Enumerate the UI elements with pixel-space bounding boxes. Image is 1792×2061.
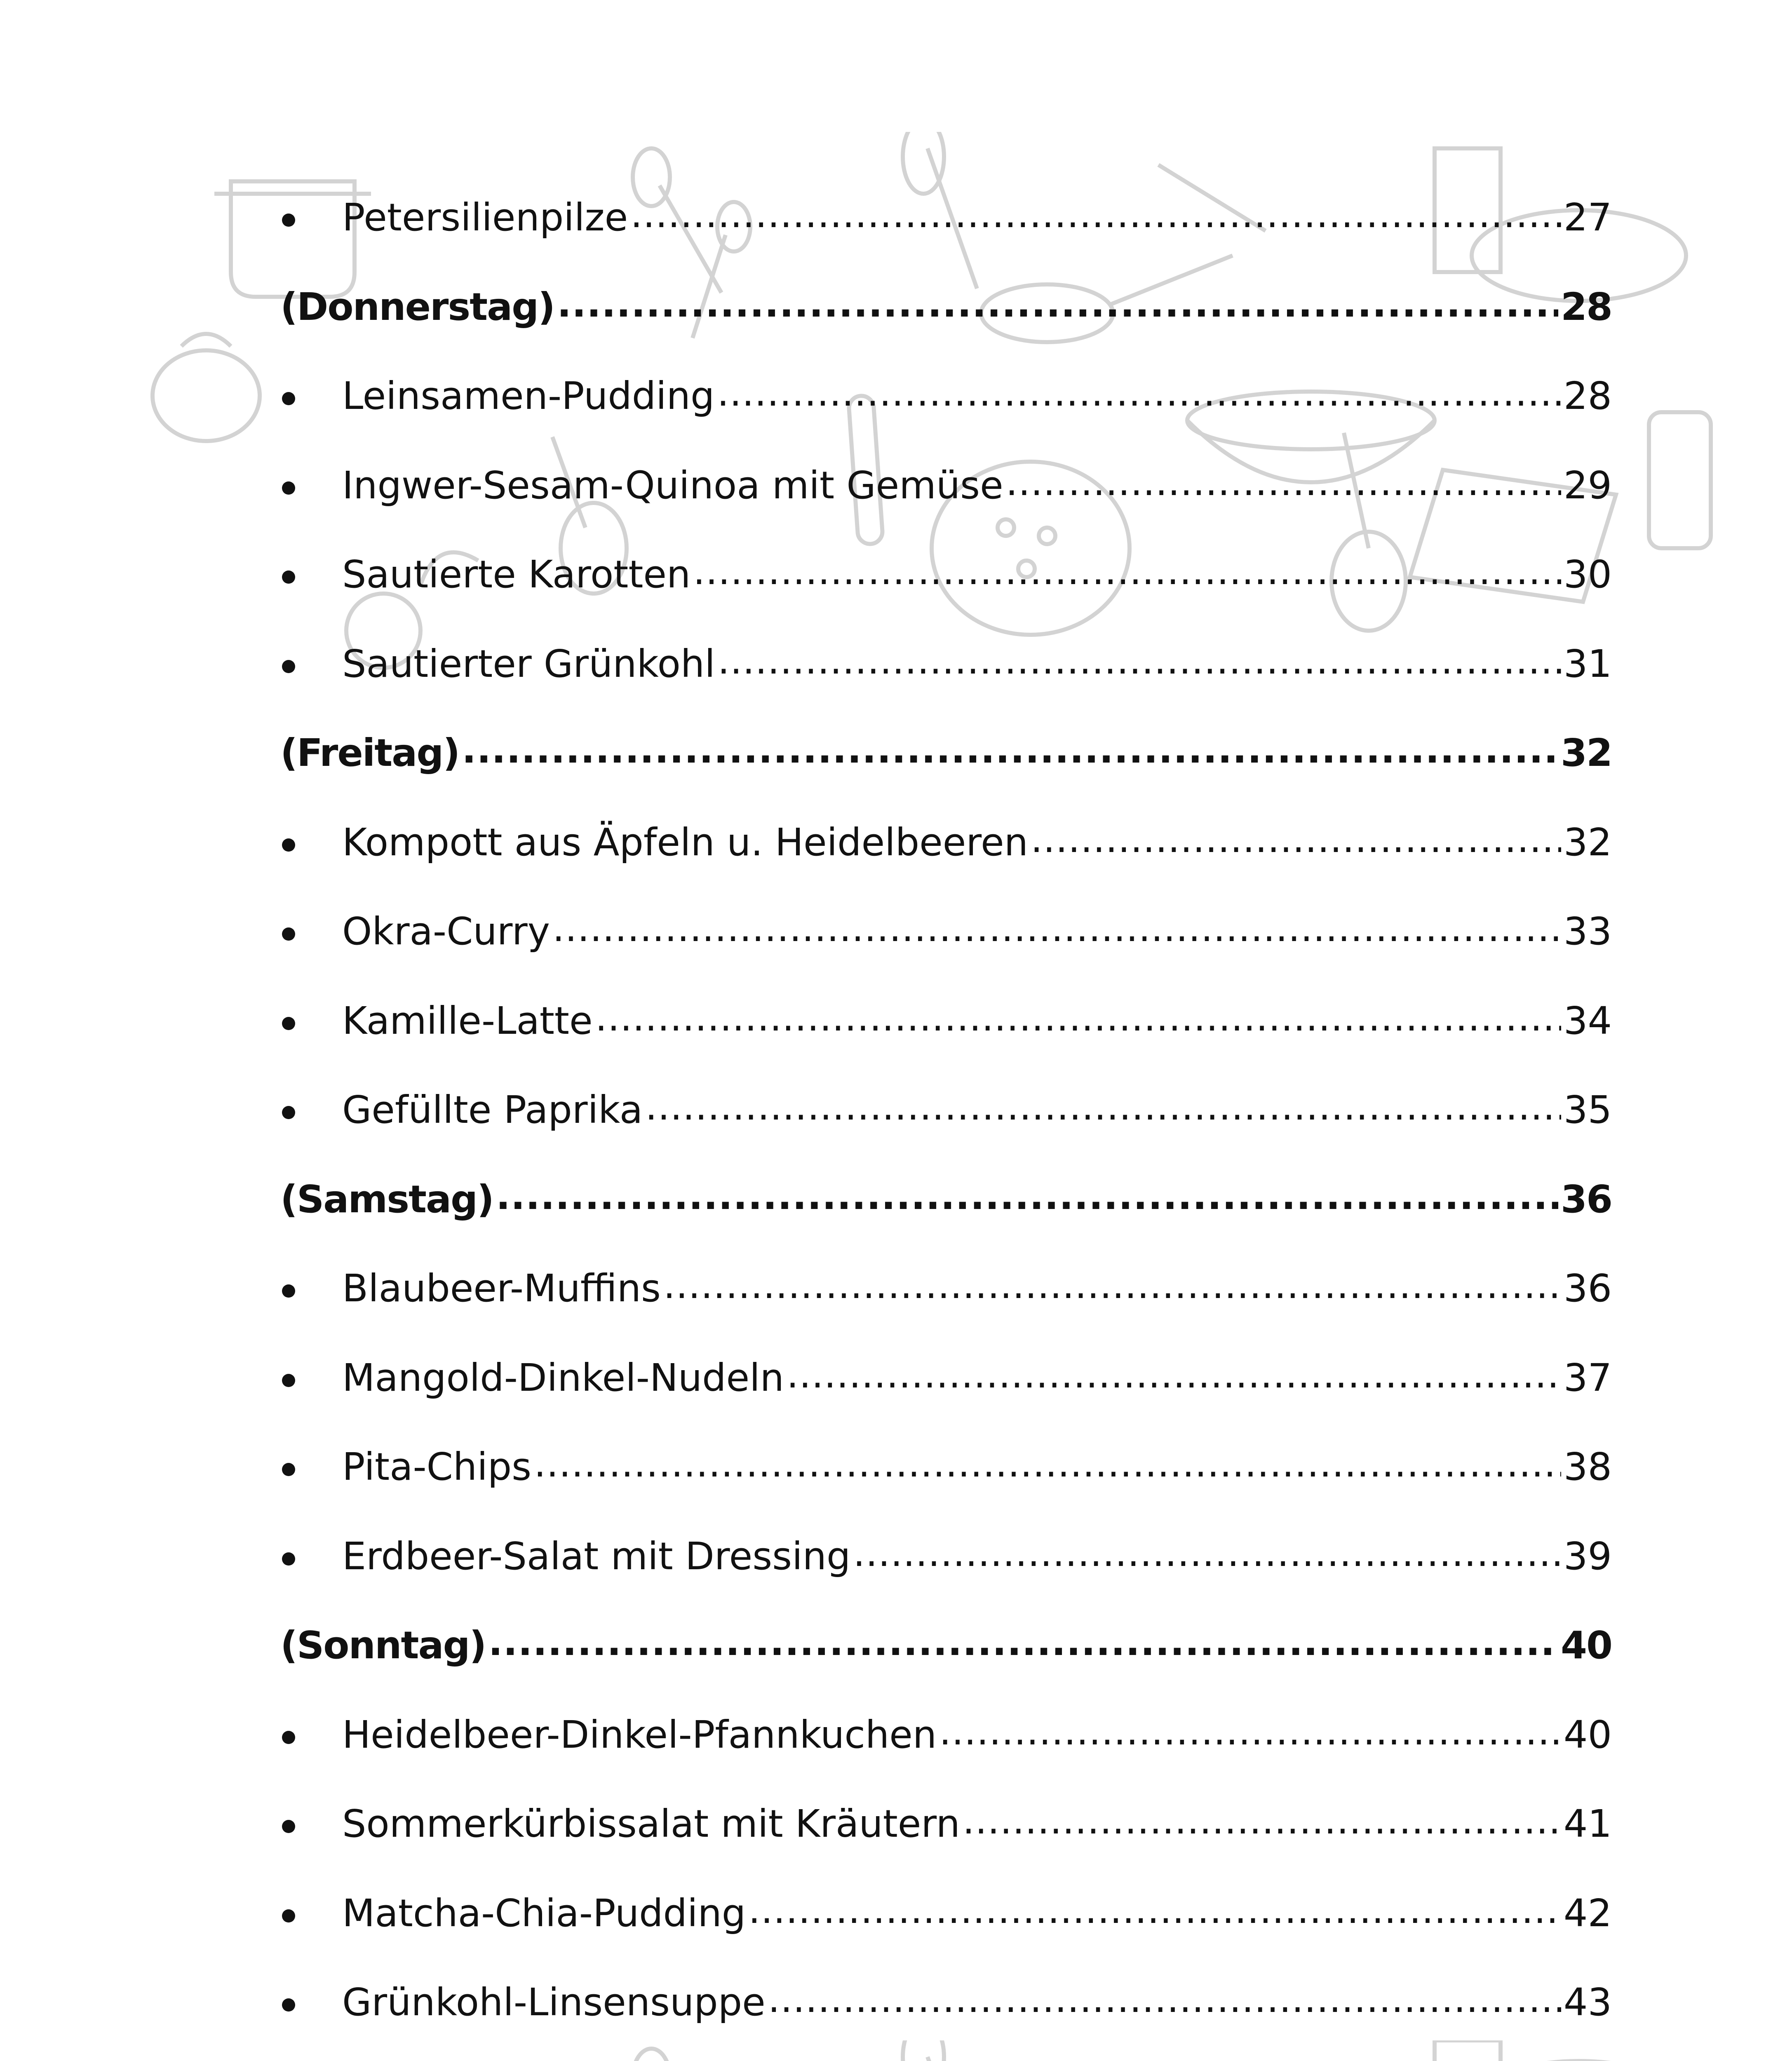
toc-entry-title: Okra-Curry <box>342 909 550 954</box>
dot-leader <box>645 1091 1561 1129</box>
bullet-icon <box>280 1958 342 2047</box>
toc-entry-title: Erdbeer-Salat mit Dressing <box>342 1534 851 1578</box>
dot-leader <box>963 1805 1561 1843</box>
toc-page-number: 37 <box>1563 1355 1612 1400</box>
toc-page-number: 32 <box>1560 731 1612 775</box>
toc-entry-title: Sautierter Grünkohl <box>342 641 715 686</box>
toc-page-number: 32 <box>1563 820 1612 864</box>
dot-leader <box>718 645 1561 683</box>
toc-page-number: 31 <box>1563 641 1612 686</box>
toc-entry-title: Grünkohl-Linsensuppe <box>342 1980 766 2025</box>
dot-leader <box>552 913 1561 951</box>
toc-entry[interactable] <box>280 1333 1612 1423</box>
toc-entry[interactable] <box>280 1066 1612 1155</box>
toc-section-heading[interactable] <box>280 709 1612 798</box>
table-of-contents <box>280 173 1612 2061</box>
dot-leader <box>496 1181 1558 1218</box>
bullet-icon <box>280 1512 342 1601</box>
toc-entry[interactable] <box>280 1690 1612 1780</box>
dot-leader <box>630 199 1561 237</box>
toc-entry[interactable] <box>280 1423 1612 1512</box>
toc-page-number: 36 <box>1560 1177 1612 1221</box>
toc-entry[interactable] <box>280 441 1612 531</box>
dot-leader <box>787 1359 1561 1397</box>
toc-entry-title: (Donnerstag) <box>280 284 555 329</box>
dot-leader <box>717 377 1561 415</box>
toc-section-heading[interactable] <box>280 1601 1612 1690</box>
dot-leader <box>748 1894 1561 1932</box>
dot-leader <box>1006 467 1561 505</box>
toc-entry[interactable] <box>280 173 1612 263</box>
toc-page-number: 28 <box>1563 374 1612 418</box>
bullet-icon <box>280 530 342 620</box>
toc-entry[interactable] <box>280 977 1612 1066</box>
toc-entry-title: Kamille-Latte <box>342 998 593 1043</box>
bullet-icon <box>280 352 342 441</box>
toc-page-number: 40 <box>1563 1712 1612 1757</box>
dot-leader <box>663 1270 1561 1307</box>
toc-section-heading[interactable] <box>280 1155 1612 1244</box>
toc-entry-title: Ingwer-Sesam-Quinoa mit Gemüse <box>342 463 1003 507</box>
toc-page-number: 38 <box>1563 1445 1612 1489</box>
bullet-icon <box>280 1690 342 1780</box>
toc-entry[interactable] <box>280 1779 1612 1869</box>
dot-leader <box>534 1448 1561 1486</box>
toc-entry-title: Matcha-Chia-Pudding <box>342 1891 746 1935</box>
dot-leader <box>853 1538 1561 1575</box>
bullet-icon <box>280 1869 342 1958</box>
toc-entry[interactable] <box>280 798 1612 887</box>
bullet-icon <box>280 441 342 531</box>
dot-leader <box>939 1716 1561 1754</box>
bullet-icon <box>280 887 342 977</box>
toc-page-number: 34 <box>1563 998 1612 1043</box>
toc-page-number: 27 <box>1563 195 1612 240</box>
toc-entry-title: Petersilienpilze <box>342 195 628 240</box>
dot-leader <box>595 1002 1561 1040</box>
toc-entry[interactable] <box>280 1244 1612 1333</box>
toc-page-number: 39 <box>1563 1534 1612 1578</box>
toc-entry-title: (Sonntag) <box>280 1623 486 1668</box>
bullet-icon <box>280 798 342 887</box>
toc-section-heading[interactable] <box>280 2047 1612 2061</box>
toc-entry[interactable] <box>280 352 1612 441</box>
toc-page-number: 42 <box>1563 1891 1612 1935</box>
bullet-icon <box>280 977 342 1066</box>
toc-entry-title: Sommerkürbissalat mit Kräutern <box>342 1802 960 1846</box>
toc-section-heading[interactable] <box>280 263 1612 352</box>
toc-page-number: 28 <box>1560 284 1612 329</box>
bullet-icon <box>280 173 342 263</box>
toc-entry[interactable] <box>280 530 1612 620</box>
toc-page-number: 29 <box>1563 463 1612 507</box>
toc-page-number: 40 <box>1560 1623 1612 1668</box>
toc-entry-title: Mangold-Dinkel-Nudeln <box>342 1355 784 1400</box>
toc-entry-title: Blaubeer-Muffins <box>342 1266 661 1311</box>
bullet-icon <box>280 1066 342 1155</box>
toc-page-number: 36 <box>1563 1266 1612 1311</box>
toc-entry-title: Sautierte Karotten <box>342 552 691 597</box>
toc-page-number: 30 <box>1563 552 1612 597</box>
toc-entry-title: Pita-Chips <box>342 1445 532 1489</box>
bullet-icon <box>280 1423 342 1512</box>
dot-leader <box>557 288 1558 326</box>
toc-entry-title: Heidelbeer-Dinkel-Pfannkuchen <box>342 1712 937 1757</box>
dot-leader <box>1031 824 1561 861</box>
dot-leader <box>693 556 1561 594</box>
toc-entry[interactable] <box>280 1869 1612 1958</box>
toc-entry-title: Leinsamen-Pudding <box>342 374 715 418</box>
bullet-icon <box>280 1333 342 1423</box>
bullet-icon <box>280 1244 342 1333</box>
toc-entry[interactable] <box>280 887 1612 977</box>
toc-entry-title: (Freitag) <box>280 731 460 775</box>
toc-page-number: 35 <box>1563 1088 1612 1132</box>
toc-entry-title: Gefüllte Paprika <box>342 1088 643 1132</box>
toc-page-number: 41 <box>1563 1802 1612 1846</box>
bullet-icon <box>280 1779 342 1869</box>
bullet-icon <box>280 620 342 709</box>
toc-entry-title: Kompott aus Äpfeln u. Heidelbeeren <box>342 820 1029 864</box>
toc-entry[interactable] <box>280 1512 1612 1601</box>
toc-entry[interactable] <box>280 1958 1612 2047</box>
toc-page-number: 43 <box>1563 1980 1612 2025</box>
dot-leader <box>488 1627 1558 1664</box>
dot-leader <box>462 734 1558 772</box>
toc-entry-title: (Samstag) <box>280 1177 493 1221</box>
toc-entry[interactable] <box>280 620 1612 709</box>
dot-leader <box>768 1984 1561 2021</box>
toc-page-number: 33 <box>1563 909 1612 954</box>
